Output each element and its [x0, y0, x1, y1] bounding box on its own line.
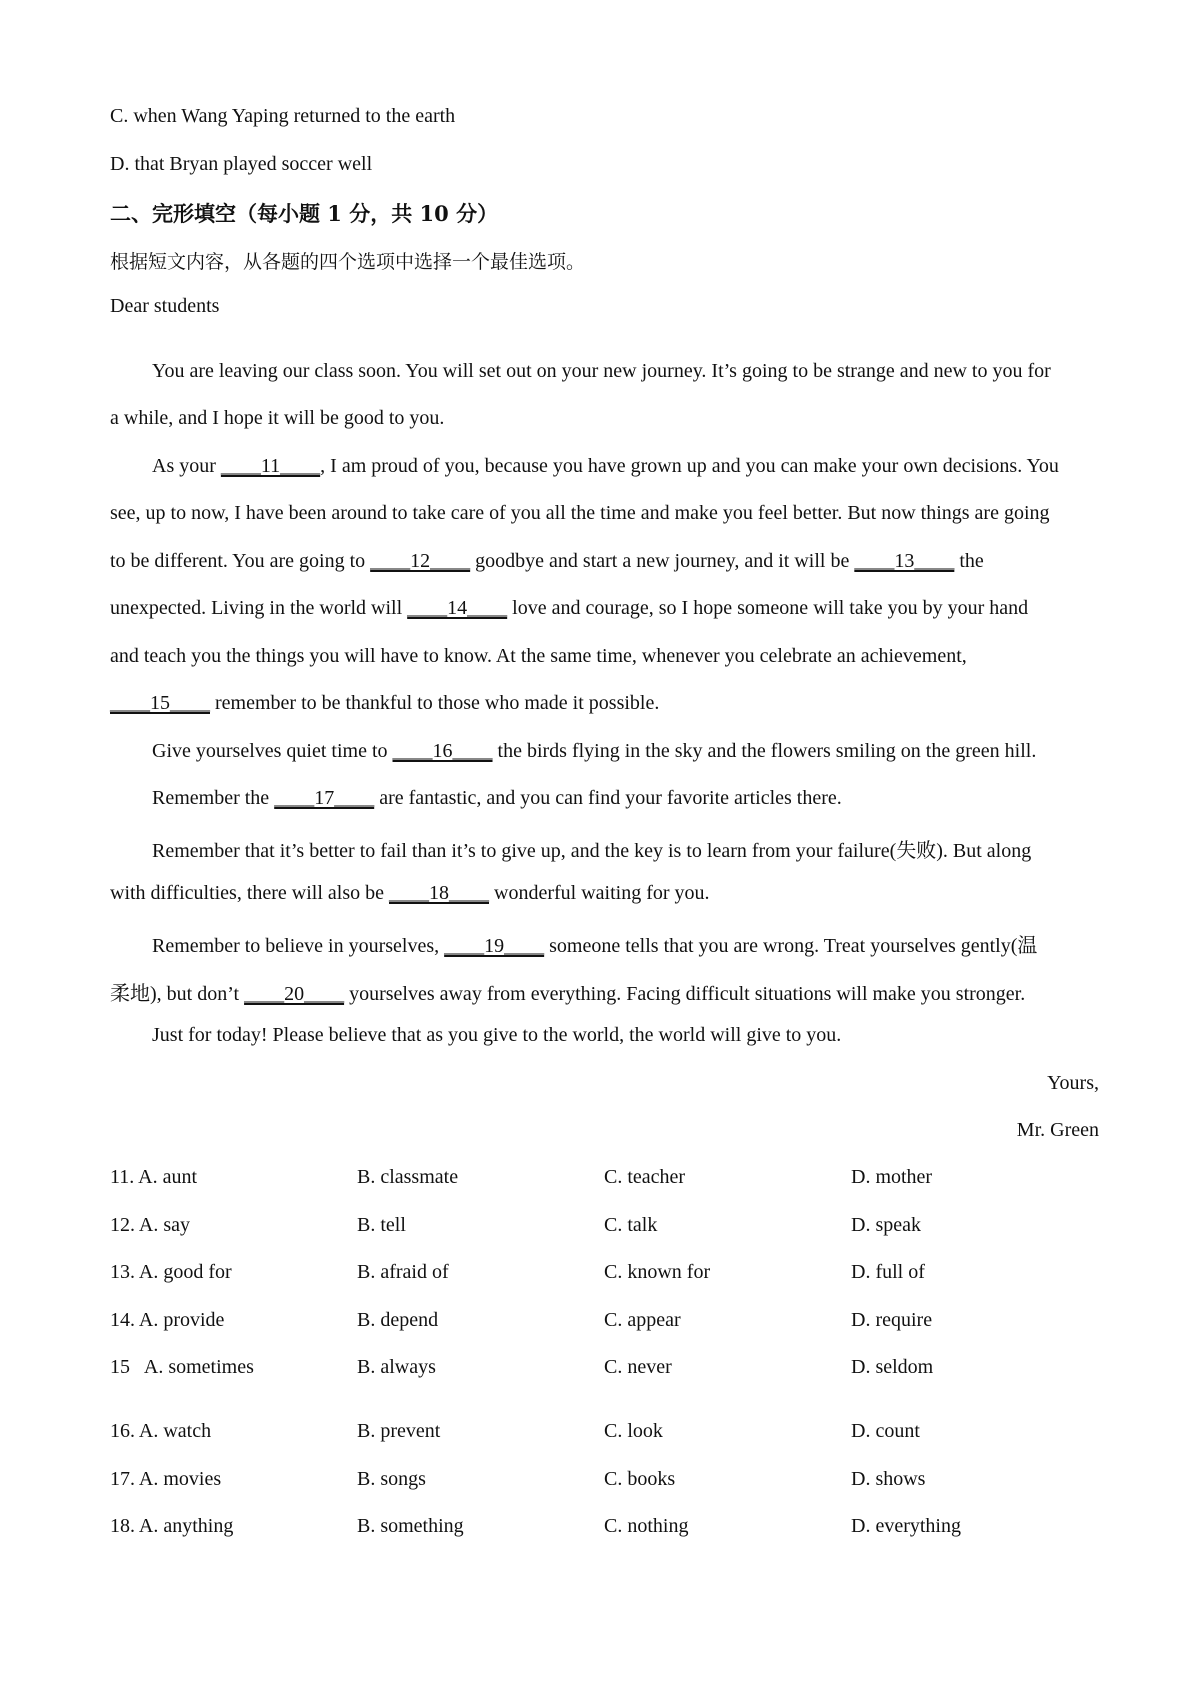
text-run: unexpected. Living in the world will [110, 597, 408, 619]
option-c: C. never [604, 1356, 672, 1378]
option-c: C. known for [604, 1261, 711, 1283]
option-d: D. shows [851, 1468, 926, 1490]
option-b: B. always [357, 1356, 436, 1378]
text-run: someone tells that you are wrong. Treat yourselves gently(温 [544, 935, 1038, 957]
paragraph-line: and teach you the things you will have to know. At the same time, whenever you celebrate an achievement, [110, 645, 967, 667]
option-c: C. books [604, 1468, 676, 1490]
paragraph-line [152, 740, 1036, 763]
option-c: C. appear [604, 1309, 681, 1331]
option-b: B. classmate [357, 1166, 459, 1188]
blank-15: ____15____ [110, 692, 210, 714]
blank-13: ____13____ [854, 550, 955, 572]
text-run: with difficulties, there will also be [110, 882, 390, 904]
option-a: 16. A. watch [110, 1420, 212, 1442]
option-d: D. full of [851, 1261, 925, 1283]
option-d: D. seldom [851, 1356, 934, 1378]
blank-14: ____14____ [407, 597, 508, 619]
previous-option-c: C. when Wang Yaping returned to the earth [110, 105, 456, 127]
blank-16: ____16____ [392, 740, 493, 762]
text-run: are fantastic, and you can find your favorite articles there. [374, 787, 842, 809]
option-d: D. everything [851, 1515, 961, 1537]
option-a: 11. A. aunt [110, 1166, 198, 1188]
text-run: remember to be thankful to those who made it possible. [210, 692, 660, 714]
paragraph-line: Just for today! Please believe that as you give to the world, the world will give to you. [152, 1024, 842, 1046]
letter-closing: Yours, [1047, 1072, 1099, 1094]
option-a: 15 A. sometimes [110, 1356, 254, 1378]
option-b: B. afraid of [357, 1261, 449, 1283]
paragraph-line [110, 597, 1028, 620]
option-a: 17. A. movies [110, 1468, 222, 1490]
text-run: the [954, 550, 984, 572]
text-run: Remember to believe in yourselves, [152, 935, 445, 957]
letter-salutation: Dear students [110, 295, 220, 317]
blank-20: ____20____ [244, 983, 345, 1005]
option-c: C. nothing [604, 1515, 689, 1537]
text-run: As your [152, 455, 221, 477]
text-run: the birds flying in the sky and the flowers smiling on the green hill. [492, 740, 1037, 762]
text-run: Remember the [152, 787, 275, 809]
section-instruction: 根据短文内容，从各题的四个选项中选择一个最佳选项。 [110, 251, 586, 273]
paragraph-line [110, 550, 984, 573]
text-run: Give yourselves quiet time to [152, 740, 393, 762]
option-c: C. teacher [604, 1166, 686, 1188]
option-b: B. depend [357, 1309, 439, 1331]
paragraph-line [110, 692, 659, 715]
text-run: goodbye and start a new journey, and it will be [470, 550, 855, 572]
blank-18: ____18____ [389, 882, 490, 904]
letter-signature: Mr. Green [1016, 1119, 1099, 1141]
text-run: , I am proud of you, because you have grown up and you can make your own decisions. You [320, 455, 1059, 477]
paragraph-line: a while, and I hope it will be good to you. [110, 407, 445, 429]
option-b: B. prevent [357, 1420, 441, 1442]
option-c: C. look [604, 1420, 663, 1442]
option-a: 14. A. provide [110, 1309, 225, 1331]
text-run: 柔地), but don’t [110, 983, 245, 1005]
option-d: D. count [851, 1420, 920, 1442]
option-a: 18. A. anything [110, 1515, 234, 1537]
blank-17: ____17____ [274, 787, 375, 809]
option-b: B. tell [357, 1214, 406, 1236]
blank-19: ____19____ [444, 935, 545, 957]
paragraph-line: You are leaving our class soon. You will set out on your new journey. It’s going to be strange and new to you for [152, 360, 1051, 382]
paragraph-line [152, 787, 842, 810]
option-b: B. songs [357, 1468, 426, 1490]
option-a: 13. A. good for [110, 1261, 232, 1283]
text-run: wonderful waiting for you. [489, 882, 710, 904]
paragraph-line: Remember that it’s better to fail than it’s to give up, and the key is to learn from your failure(失败). But along [152, 840, 1032, 862]
option-d: D. require [851, 1309, 933, 1331]
section-heading: 二、完形填空（每小题 1 分，共 10 分） [110, 201, 499, 226]
blank-11: ____11____ [220, 455, 321, 477]
paragraph-line: see, up to now, I have been around to take care of you all the time and make you feel better. But now things are going [110, 502, 1050, 524]
paragraph-line [152, 929, 1037, 958]
option-d: D. mother [851, 1166, 933, 1188]
option-d: D. speak [851, 1214, 921, 1236]
paragraph-line [110, 977, 1025, 1006]
text-run: love and courage, so I hope someone will take you by your hand [507, 597, 1029, 619]
previous-option-d: D. that Bryan played soccer well [110, 153, 373, 175]
option-b: B. something [357, 1515, 464, 1537]
blank-12: ____12____ [370, 550, 471, 572]
paragraph-line [110, 882, 710, 905]
text-run: to be different. You are going to [110, 550, 371, 572]
text-run: yourselves away from everything. Facing difficult situations will make you stronger. [344, 983, 1026, 1005]
option-c: C. talk [604, 1214, 658, 1236]
paragraph-line [152, 455, 1059, 478]
option-a: 12. A. say [110, 1214, 190, 1236]
